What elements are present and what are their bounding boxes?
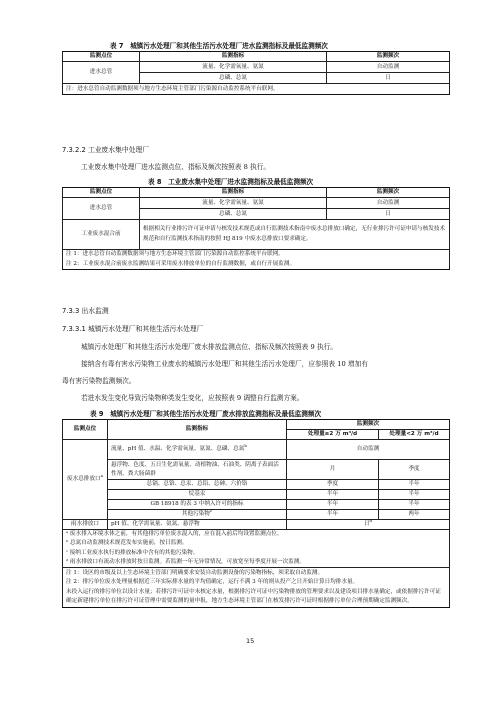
table-9-indicator: 烷基汞: [108, 490, 287, 500]
section-7-3-3-1-paragraph-2b: 毒有害污染物监测频次。: [62, 377, 136, 385]
table-7-point: 进水总管: [63, 62, 140, 84]
table-9-point-outfall: 废水总排放口$^a$: [63, 440, 108, 520]
table-9-note-2b: 未投入运行的排污单位以设计水量；若排污许可证中未核定水量，根据排污许可证中污染物排放的管理要求以及建设项目排水量确定，或依据排污许可证确定新建排污单位在排污许可证管理中需要监测的量申报，地方生态环境主管部门在核发排污许可证时根据排污单位合理预期确定监测频次。: [66, 588, 441, 604]
table-9-frequency-small: 两年: [379, 510, 450, 520]
table-8-indicator: 总磷、总氮: [140, 209, 327, 220]
table-9-header-indicator: 监测指标: [108, 420, 287, 440]
table-7-header-indicator: 监测指标: [140, 52, 327, 62]
table-9-note-1: 注 1：设区的市级及以上生态环境主管部门明确要求安装自动监测设备的污染物指标，须采取自动监测。: [66, 570, 324, 577]
table-7-indicator: 总磷、总氮: [140, 73, 327, 84]
table-9-footnotes: [63, 530, 450, 568]
table-9-frequency-small: 季度: [379, 460, 450, 480]
table-9-header-large: 处理量≥2 万 m³/d: [287, 430, 379, 440]
section-7-3-3-1-paragraph-3: 若进水发生变化导致污染物种类发生变化，应按照表 9 调整自行监测方案。: [81, 394, 304, 402]
section-7-3-2-2-heading: 7.3.2.2 工业废水集中处理厂: [62, 146, 150, 154]
table-7-caption: 表 7 城镇污水处理厂和其他生活污水处理厂进水监测指标及最低监测频次: [110, 42, 328, 50]
table-9-note-2a: 注 2：排污单位废水处理量根据近三年实际排水量的平均值确定，运行不满 3 年的则从投产之日开始计算日均排水量。: [66, 579, 359, 586]
table-8-point: 进水总管: [63, 198, 140, 220]
page-number: 15: [246, 637, 255, 645]
table-8-point: 工业废水混合前: [63, 220, 140, 250]
table-9-indicator: GB 18918 的表 3 中纳入许可的指标: [108, 500, 287, 510]
table-9-frequency-large: 半年: [287, 490, 379, 500]
table-8-header-indicator: 监测指标: [140, 188, 327, 198]
table-9-frequency-small: 半年: [379, 480, 450, 490]
table-7-frequency: 日: [327, 73, 450, 84]
table-8-frequency: 日: [327, 209, 450, 220]
footnote-marker: c: [209, 508, 213, 514]
table-9-frequency: 自动监测: [287, 440, 450, 460]
table-8-indicator-long: 根据相关行业排污许可证申请与核发技术规范或自行监测技术指南中废水总排放口确定，无行业排污许可证申请与核发技术规范和自行监测技术指南的按照 HJ 819 中废水总排放口要求确定。: [140, 220, 450, 250]
table-8-frequency: 自动监测: [327, 198, 450, 209]
table-9-footnote-b: ᵇ 总氮自动监测技术规范发布实施前，按日监测。: [66, 540, 188, 547]
table-8-header-point: 监测点位: [63, 188, 140, 198]
table-9-frequency-large: 月: [287, 460, 379, 480]
table-7-header-frequency: 监测频次: [327, 52, 450, 62]
section-7-3-3-1-paragraph-2a: 接纳含有毒有害水污染物工业废水的城镇污水处理厂和其他生活污水处理厂，应参照表 10 增加有: [81, 360, 368, 368]
table-9-indicator: pH 值、化学需氧量、氨氮、悬浮物: [108, 520, 287, 530]
table-7-header-point: 监测点位: [63, 52, 140, 62]
table-9-indicator: 悬浮物、色度、五日生化需氧量、动植物油、石油类、阴离子表面活性剂、粪大肠菌群: [108, 460, 287, 480]
table-8-indicator: 流量、化学需氧量、氨氮: [140, 198, 327, 209]
footnote-marker: a: [100, 473, 103, 479]
table-9-footnote-a: ᵃ 废水排入环境水体之前，有其他排污单位废水混入的，应在混入前后均设置监测点位。: [66, 531, 283, 538]
table-8-note-1: 注 1：进水总管自动监测数据须与地方生态环境主管部门污染源自动监控系统平台联网。: [66, 251, 284, 257]
table-8-note-2: 注 2：工业废水混合前废水监测结果可采用废水排放单位的自行监测数据，或自行开展监测。: [66, 260, 296, 267]
table-7-frequency: 自动监测: [327, 62, 450, 73]
table-8-header-frequency: 监测频次: [327, 188, 450, 198]
footnote-marker: d: [369, 518, 373, 524]
table-7-indicator: 流量、化学需氧量、氨氮: [140, 62, 327, 73]
table-9-frequency-large: 季度: [287, 480, 379, 490]
table-8: [62, 187, 450, 270]
table-9-indicator: 总镉、总铬、总汞、总铅、总砷、六价铬: [108, 480, 287, 490]
table-9-header-small: 处理量<2 万 m³/d: [379, 430, 450, 440]
table-9-notes: [63, 568, 450, 608]
table-9-frequency-large: 半年: [287, 500, 379, 510]
table-9-frequency: 日$^d$: [287, 520, 450, 530]
table-9: [62, 419, 450, 608]
section-7-3-3-heading: 7.3.3 出水监测: [62, 307, 109, 315]
table-7: [62, 51, 450, 95]
table-9-indicator: 流量、pH 值、水温、化学需氧量、氨氮、总磷、总氮$^b$: [108, 440, 287, 460]
section-7-3-2-2-paragraph: 工业废水集中处理厂进水监测点位、指标及频次按照表 8 执行。: [81, 163, 271, 171]
table-9-indicator: 其他污染物$^c$: [108, 510, 287, 520]
table-9-header-point: 监测点位: [63, 420, 108, 440]
section-7-3-3-1-heading: 7.3.3.1 城镇污水处理厂和其他生活污水处理厂: [62, 325, 204, 333]
table-9-caption: 表 9 城镇污水处理厂和其他生活污水处理厂废水排放监测指标及最低监测频次: [90, 410, 322, 418]
table-9-frequency-small: 半年: [379, 500, 450, 510]
table-8-caption: 表 8 工业废水集中处理厂进水监测指标及最低监测频次: [148, 178, 314, 186]
table-7-note: 注：进水总管自动监测数据须与地方生态环境主管部门污染源自动监控系统平台联网。: [63, 84, 450, 95]
table-9-footnote-c: ᶜ 接纳工业废水执行的排放标准中含有的其他污染物。: [66, 549, 199, 556]
table-9-frequency-small: 半年: [379, 490, 450, 500]
table-8-notes: [63, 250, 450, 270]
table-9-footnote-d: ᵈ 雨水排放口有流动水排放时按日监测。若监测一年无异常情况，可放宽至每季度开展一次监测。: [66, 558, 305, 565]
footnote-marker: b: [244, 443, 247, 449]
table-9-frequency-large: 半年: [287, 510, 379, 520]
section-7-3-3-1-paragraph-1: 城镇污水处理厂和其他生活污水处理厂废水排放监测点位、指标及频次按照表 9 执行。: [81, 343, 337, 351]
table-9-point-rain: 雨水排放口: [63, 520, 108, 530]
table-9-header-frequency: 监测频次: [287, 420, 450, 430]
